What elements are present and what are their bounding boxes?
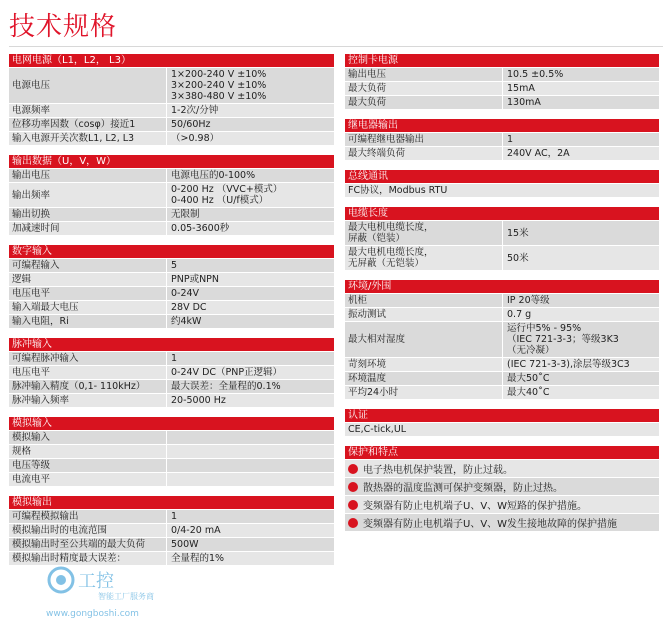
spec-value-line: 最大40˚C xyxy=(507,387,550,398)
feature-text: 散热器的温度监测可保护变频器，防止过热。 xyxy=(363,483,563,494)
spec-row xyxy=(9,104,334,117)
spec-label: 电压等级 xyxy=(9,459,167,472)
spec-label: 电源电压 xyxy=(9,68,167,103)
section-value: CE,C-tick,UL xyxy=(345,423,659,436)
spec-value xyxy=(167,473,334,486)
spec-value-line: 50米 xyxy=(507,252,529,264)
bullet-dot-icon xyxy=(348,482,358,492)
spec-value-line: IP 20等级 xyxy=(507,295,550,306)
spec-value xyxy=(167,301,334,314)
spec-value-line: 0-24V DC（PNP正逻辑） xyxy=(171,367,283,378)
spec-value xyxy=(167,380,334,393)
spec-value-line: 1 xyxy=(171,511,178,522)
spec-label-line: 屏蔽（铠装） xyxy=(348,233,406,244)
spec-row xyxy=(9,459,334,472)
spec-row xyxy=(9,68,334,103)
spec-label: 电压电平 xyxy=(9,287,167,300)
spec-value xyxy=(167,552,334,565)
spec-value xyxy=(167,208,334,221)
spec-label-line: 最大电机电缆长度， xyxy=(348,222,434,233)
spec-value xyxy=(167,315,334,328)
spec-row xyxy=(9,301,334,314)
spec-value-line: 50/60Hz xyxy=(171,119,211,130)
spec-value-line: 0-400 Hz （U/f模式） xyxy=(171,195,269,206)
spec-value xyxy=(167,459,334,472)
bullet-dot-icon xyxy=(348,500,358,510)
spec-label: 振动测试 xyxy=(345,308,503,321)
spec-value-line: 20-5000 Hz xyxy=(171,395,226,406)
spec-label: 可编程脉冲输入 xyxy=(9,352,167,365)
spec-value-line: 240V AC，2A xyxy=(507,148,570,159)
spec-label: 平均24小时 xyxy=(345,386,503,399)
spec-section xyxy=(345,170,659,197)
spec-label: 最大相对湿度 xyxy=(345,322,503,357)
spec-label: 机柜 xyxy=(345,294,503,307)
spec-row xyxy=(9,510,334,523)
spec-value xyxy=(503,96,659,109)
left-column xyxy=(9,54,334,575)
spec-value xyxy=(503,294,659,307)
spec-value xyxy=(167,273,334,286)
spec-label: 环境温度 xyxy=(345,372,503,385)
spec-row xyxy=(345,358,659,371)
spec-value xyxy=(503,386,659,399)
spec-value-line: 3×200-240 V ±10% xyxy=(171,80,267,91)
spec-label: 电压电平 xyxy=(9,366,167,379)
spec-value xyxy=(503,358,659,371)
watermark-url: www.gongboshi.com xyxy=(46,609,139,619)
spec-label: 输出电压 xyxy=(9,169,167,182)
spec-value xyxy=(167,132,334,145)
spec-value xyxy=(167,183,334,207)
spec-value-line: 5 xyxy=(171,260,178,271)
spec-row xyxy=(9,169,334,182)
spec-label: 脉冲输入频率 xyxy=(9,394,167,407)
spec-row xyxy=(9,431,334,444)
section-header: 保护和特点 xyxy=(345,446,659,459)
spec-value-line: 1-2次/分钟 xyxy=(171,105,219,116)
spec-row xyxy=(345,147,659,160)
spec-label: 输出电压 xyxy=(345,68,503,81)
spec-row xyxy=(345,246,659,270)
spec-row xyxy=(345,322,659,357)
spec-label xyxy=(345,246,503,270)
feature-text: 电子热电机保护装置，防止过载。 xyxy=(363,465,513,476)
spec-label: 规格 xyxy=(9,445,167,458)
spec-section xyxy=(345,409,659,436)
section-header: 环境/外围 xyxy=(345,280,659,293)
section-header: 继电器输出 xyxy=(345,119,659,132)
spec-row xyxy=(345,96,659,109)
spec-value-line: 0-24V xyxy=(171,288,200,299)
section-header: 输出数据（U，V，W） xyxy=(9,155,334,168)
spec-row xyxy=(9,273,334,286)
feature-text: 变频器有防止电机端子U、V、W短路的保护措施。 xyxy=(363,501,588,512)
spec-value xyxy=(167,118,334,131)
section-header: 认证 xyxy=(345,409,659,422)
spec-value-line: 运行中5% - 95% xyxy=(507,323,582,334)
spec-value xyxy=(503,372,659,385)
section-header: 控制卡电源 xyxy=(345,54,659,67)
spec-value xyxy=(167,431,334,444)
spec-value xyxy=(167,524,334,537)
section-header: 数字输入 xyxy=(9,245,334,258)
spec-value-line: 10.5 ±0.5% xyxy=(507,69,564,80)
watermark-subtitle: 智能工厂服务商 xyxy=(98,592,154,601)
spec-section xyxy=(345,54,659,109)
spec-label-line: 无屏蔽（无铠装） xyxy=(348,258,425,269)
spec-row xyxy=(345,82,659,95)
spec-value xyxy=(167,445,334,458)
spec-label: 加减速时间 xyxy=(9,222,167,235)
spec-row xyxy=(345,372,659,385)
spec-value xyxy=(503,82,659,95)
spec-row xyxy=(9,524,334,537)
spec-value-line: 1 xyxy=(171,353,178,364)
spec-row xyxy=(9,132,334,145)
spec-value-line: 最大50˚C xyxy=(507,373,550,384)
spec-value xyxy=(503,308,659,321)
spec-value-line: 全量程的1% xyxy=(171,553,225,564)
watermark-logo-text: 工控 xyxy=(78,571,114,592)
spec-label: 可编程继电器输出 xyxy=(345,133,503,146)
spec-row xyxy=(9,366,334,379)
spec-value xyxy=(167,68,334,103)
spec-value xyxy=(167,169,334,182)
spec-section xyxy=(9,496,334,565)
bullet-dot-icon xyxy=(348,464,358,474)
spec-row xyxy=(9,445,334,458)
spec-value-line: （>0.98） xyxy=(171,133,220,144)
spec-section xyxy=(9,54,334,145)
spec-label: 模拟输出时精度最大误差： xyxy=(9,552,167,565)
spec-row xyxy=(345,68,659,81)
spec-value xyxy=(503,322,659,357)
spec-row xyxy=(9,394,334,407)
spec-row xyxy=(9,552,334,565)
spec-value xyxy=(503,133,659,146)
section-header: 电网电源（L1，L2， L3） xyxy=(9,54,334,67)
spec-row xyxy=(9,259,334,272)
spec-value-line: 3×380-480 V ±10% xyxy=(171,91,267,102)
spec-value xyxy=(503,221,659,245)
spec-value xyxy=(167,394,334,407)
section-value: FC协议，Modbus RTU xyxy=(345,184,659,197)
spec-label-line: 最大电机电缆长度， xyxy=(348,247,434,258)
spec-value-line: 15mA xyxy=(507,83,535,94)
spec-section xyxy=(9,155,334,235)
spec-row xyxy=(345,133,659,146)
section-header: 脉冲输入 xyxy=(9,338,334,351)
spec-label: 电流电平 xyxy=(9,473,167,486)
bullet-dot-icon xyxy=(348,518,358,528)
spec-label: 模拟输出时至公共端的最大负荷 xyxy=(9,538,167,551)
spec-label: 最大负荷 xyxy=(345,82,503,95)
spec-label: 电源频率 xyxy=(9,104,167,117)
spec-value-line: （无冷凝） xyxy=(507,345,555,356)
spec-section xyxy=(9,245,334,328)
spec-value-line: （IEC 721-3-3；等级3K3 xyxy=(507,334,619,345)
spec-row xyxy=(9,315,334,328)
spec-label: 输入端最大电压 xyxy=(9,301,167,314)
spec-label xyxy=(345,221,503,245)
spec-value-line: 28V DC xyxy=(171,302,207,313)
feature-item xyxy=(345,460,659,477)
spec-row xyxy=(9,538,334,551)
spec-row xyxy=(9,183,334,207)
spec-label: 最大负荷 xyxy=(345,96,503,109)
spec-value xyxy=(167,510,334,523)
spec-value-line: 1×200-240 V ±10% xyxy=(171,69,267,80)
spec-section xyxy=(9,338,334,407)
spec-label: 苛刻环境 xyxy=(345,358,503,371)
feature-item xyxy=(345,496,659,513)
spec-label: 输出切换 xyxy=(9,208,167,221)
spec-section xyxy=(345,280,659,399)
spec-label: 逻辑 xyxy=(9,273,167,286)
spec-value-line: (IEC 721-3-3),涂层等级3C3 xyxy=(507,359,630,370)
right-column xyxy=(345,54,659,541)
spec-label: 模拟输出时的电流范围 xyxy=(9,524,167,537)
spec-row xyxy=(345,221,659,245)
spec-value xyxy=(167,366,334,379)
spec-value xyxy=(167,104,334,117)
spec-row xyxy=(9,380,334,393)
spec-row xyxy=(345,308,659,321)
title-divider xyxy=(9,46,663,47)
spec-value-line: 130mA xyxy=(507,97,541,108)
spec-value-line: 0/4-20 mA xyxy=(171,525,221,536)
spec-value-line: 约4kW xyxy=(171,316,202,327)
spec-value xyxy=(503,147,659,160)
spec-value xyxy=(167,352,334,365)
spec-value xyxy=(167,287,334,300)
spec-value-line: 500W xyxy=(171,539,199,550)
spec-label: 脉冲输入精度（0,1- 110kHz） xyxy=(9,380,167,393)
spec-label: 输入电阻，Ri xyxy=(9,315,167,328)
spec-value xyxy=(167,259,334,272)
feature-item xyxy=(345,478,659,495)
spec-value-line: 电源电压的0-100% xyxy=(171,170,256,181)
spec-section xyxy=(345,207,659,270)
spec-value xyxy=(167,538,334,551)
spec-label: 最大终端负荷 xyxy=(345,147,503,160)
spec-value xyxy=(167,222,334,235)
spec-section xyxy=(345,446,659,531)
spec-section xyxy=(345,119,659,160)
section-header: 模拟输入 xyxy=(9,417,334,430)
spec-label: 可编程模拟输出 xyxy=(9,510,167,523)
spec-value-line: PNP或NPN xyxy=(171,274,220,285)
spec-value xyxy=(503,246,659,270)
spec-value-line: 1 xyxy=(507,134,514,145)
spec-label: 输出频率 xyxy=(9,183,167,207)
spec-value xyxy=(503,68,659,81)
spec-value-line: 0-200 Hz （VVC+模式） xyxy=(171,184,283,195)
spec-row xyxy=(9,222,334,235)
spec-label: 模拟输入 xyxy=(9,431,167,444)
spec-row xyxy=(9,473,334,486)
spec-value-line: 无限制 xyxy=(171,209,200,220)
feature-text: 变频器有防止电机端子U、V、W发生接地故障的保护措施 xyxy=(363,519,618,530)
spec-row xyxy=(9,208,334,221)
section-header: 电缆长度 xyxy=(345,207,659,220)
spec-row xyxy=(345,386,659,399)
section-header: 总线通讯 xyxy=(345,170,659,183)
spec-label: 可编程输入 xyxy=(9,259,167,272)
spec-row xyxy=(9,118,334,131)
spec-value-line: 最大误差：全量程的0.1% xyxy=(171,381,281,392)
spec-section xyxy=(9,417,334,486)
spec-row xyxy=(9,287,334,300)
spec-label: 输入电源开关次数L1, L2, L3 xyxy=(9,132,167,145)
spec-value-line: 0.7 g xyxy=(507,309,532,320)
spec-label: 位移功率因数（cosφ）接近1 xyxy=(9,118,167,131)
spec-row xyxy=(9,352,334,365)
spec-row xyxy=(345,294,659,307)
feature-item xyxy=(345,514,659,531)
section-header: 模拟输出 xyxy=(9,496,334,509)
spec-value-line: 15米 xyxy=(507,227,529,239)
spec-value-line: 0.05-3600秒 xyxy=(171,223,230,234)
page-title: 技术规格 xyxy=(9,12,118,42)
